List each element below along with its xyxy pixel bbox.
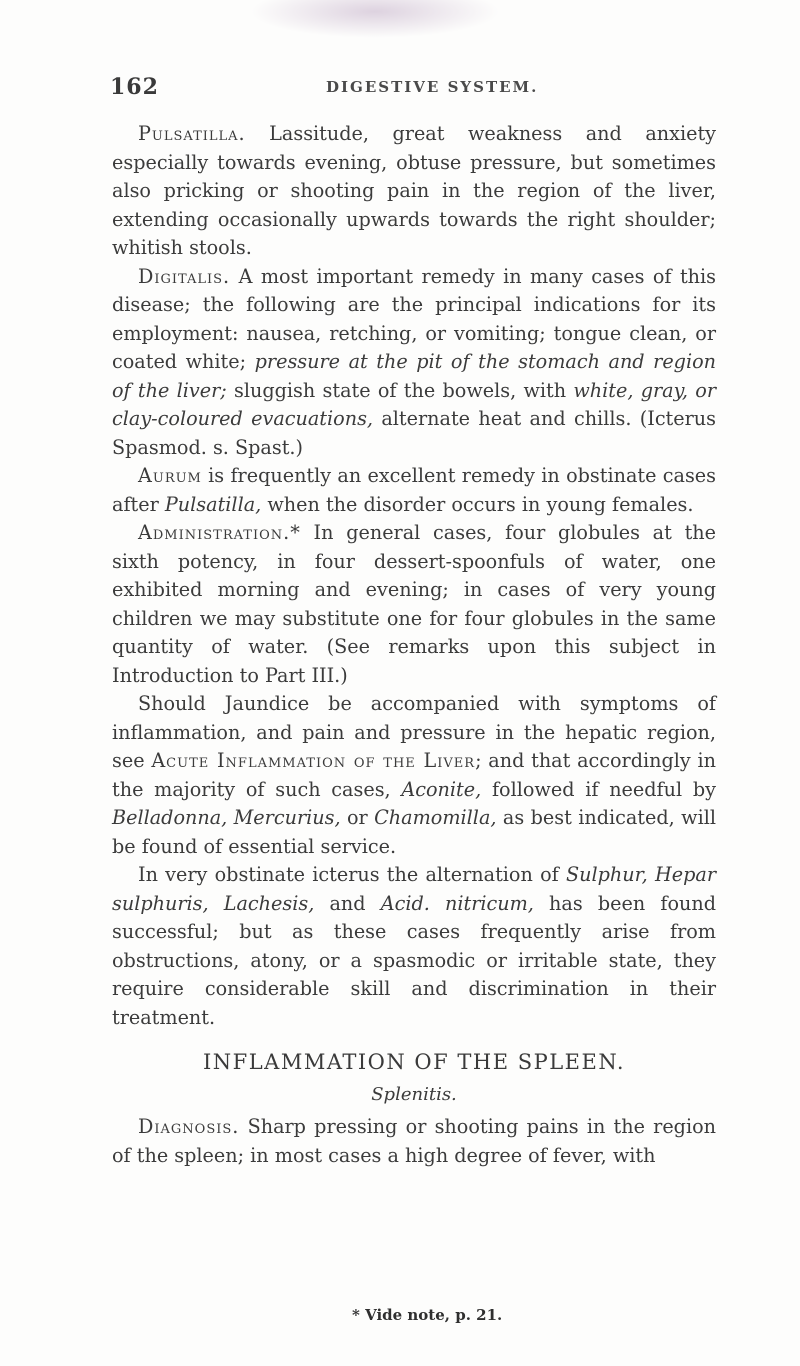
small-caps-term: Digitalis. [138,264,231,288]
text-run: sluggish state of the bowels, with [226,378,574,402]
section-subheading: Splenitis. [371,1083,457,1105]
running-title: DIGESTIVE SYSTEM. [326,78,539,96]
text-run: Lassitude, great weakness and anxiety especially towards evening, obtuse pressure, but sometimes also pricking or shooting pain in the region of the liver, extending occasionally upwards towards the right shoulder; whitish stools. [112,122,716,259]
italic-text: Belladonna, Mercurius, [112,806,341,829]
text-run: Sharp pressing or shooting pains in the region of the spleen; in most cases a high degree of fever, with [112,1115,716,1167]
paragraph-administration [112,519,716,690]
italic-text: pressure at the pit of the stomach and region of the liver; [112,350,716,402]
small-caps-term: Administration.* [138,521,301,544]
italic-text: Sulphur, Hepar sulphuris, Lachesis, [112,863,717,915]
text-run: Should Jaundice be accompanied with symptoms of inflammation, and pain and pressure in the hepatic region, see [112,692,716,772]
paragraph-digitalis [112,263,716,463]
text-run: alternate heat and chills. (Icterus Spasmod. s. Spast.) [112,407,717,459]
page-number: 162 [110,74,159,100]
text-run: has been found successful; but as these cases frequently arise from obstructions, atony, or a spasmodic or irritable state, they require considerable skill and discrimination in their treatment. [112,891,717,1029]
text-run: and [314,891,381,915]
text-run: when the disorder occurs in young females. [261,492,694,516]
italic-text: Acid. nitricum, [380,891,534,915]
text-run: In very obstinate icterus the alternation of [138,863,566,886]
paragraph-jaundice-inflammation [112,690,716,861]
paragraph-aurum [112,462,716,519]
small-caps-term: Aurum [138,464,202,487]
italic-text: white, gray, or clay-coloured evacuations, [112,378,716,430]
body-text [112,120,716,1170]
running-head [110,74,720,104]
italic-text: Chamomilla, [374,806,497,829]
small-caps-term: Diagnosis. [138,1115,240,1138]
small-caps-term: Pulsatilla. [138,122,246,145]
paragraph-obstinate-icterus [112,861,716,1032]
text-run: ; and that accordingly in the majority of such cases, [112,749,717,801]
text-run: or [340,806,375,829]
italic-text: Pulsatilla, [164,492,262,516]
italic-text: Aconite, [401,777,482,801]
text-run: followed if needful by [481,777,716,801]
footnote: * Vide note, p. 21. [352,1306,503,1324]
text-run: as best indicated, will be found of essential service. [112,806,716,858]
small-caps-term: Acute Inflammation of the Liver [151,749,476,772]
page-stain [250,0,500,38]
section-heading: INFLAMMATION OF THE SPLEEN. [202,1050,626,1074]
text-run: is frequently an excellent remedy in obstinate cases after [112,464,716,516]
paragraph-diagnosis [112,1113,716,1170]
text-run: A most important remedy in many cases of this disease; the following are the principal indications for its employment: nausea, retching, or vomiting; tongue clean, or coated white; [112,264,716,373]
text-run: In general cases, four globules at the sixth potency, in four dessert-spoonfuls of water, one exhibited morning and evening; in cases of very young children we may substitute one for four globules in the same quantity of water. (See remarks upon this subject in Introduction to Part III.) [112,521,716,687]
paragraph-pulsatilla [112,120,716,263]
